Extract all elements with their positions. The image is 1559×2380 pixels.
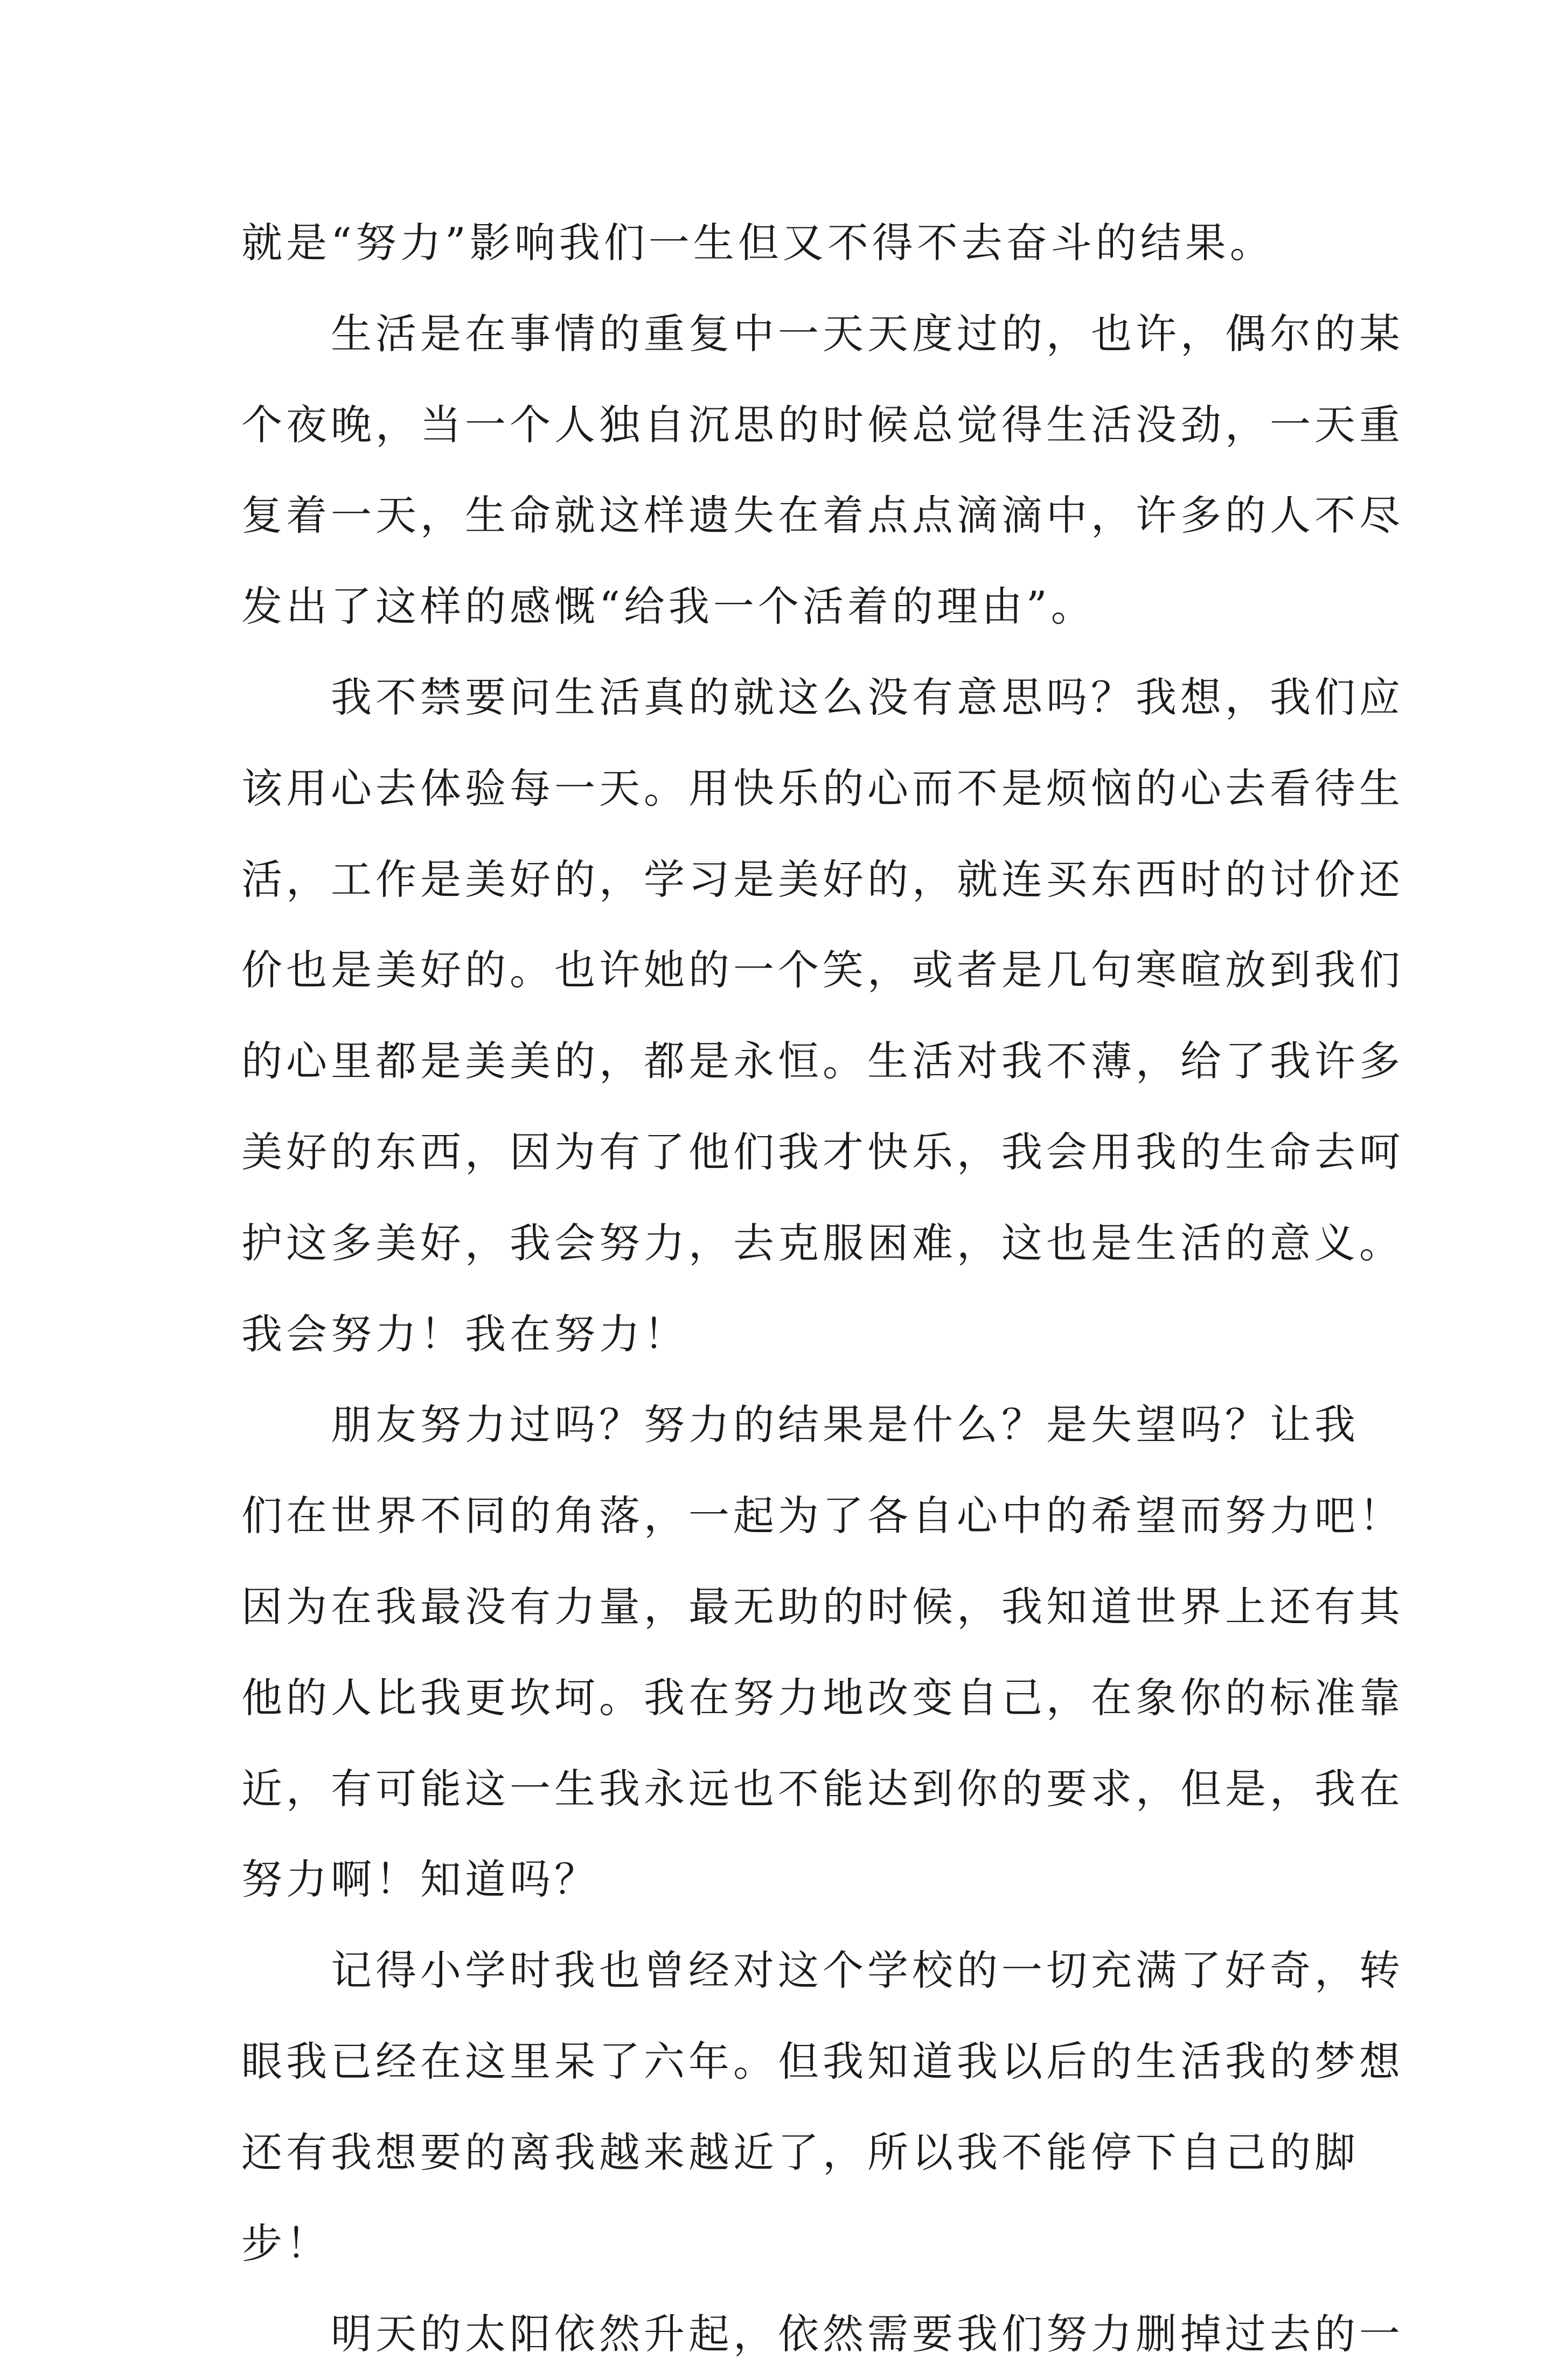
body-text (241, 198, 1404, 2380)
text-line: 步！ (241, 2219, 331, 2267)
text-line: 眼我已经在这里呆了六年。但我知道我以后的生活我的梦想 (241, 2037, 1404, 2085)
text-line: 记得小学时我也曾经对这个学校的一切充满了好奇，转 (331, 1946, 1404, 1995)
text-line: 个夜晚，当一个人独自沉思的时候总觉得生活没劲，一天重 (241, 400, 1404, 449)
text-line: 该用心去体验每一天。用快乐的心而不是烦恼的心去看待生 (241, 764, 1404, 812)
text-line: 因为在我最没有力量，最无助的时候，我知道世界上还有其 (241, 1582, 1404, 1631)
text-line: 复着一天，生命就这样遗失在着点点滴滴中，许多的人不尽 (241, 491, 1404, 540)
text-line: 护这多美好，我会努力，去克服困难，这也是生活的意义。 (241, 1219, 1404, 1267)
text-line: 生活是在事情的重复中一天天度过的，也许，偶尔的某 (331, 309, 1404, 358)
text-line: 美好的东西，因为有了他们我才快乐，我会用我的生命去呵 (241, 1128, 1404, 1176)
text-line: 就是“努力”影响我们一生但又不得不去奋斗的结果。 (241, 219, 1275, 267)
text-line: 我不禁要问生活真的就这么没有意思吗？我想，我们应 (331, 673, 1404, 721)
text-line: 他的人比我更坎坷。我在努力地改变自己，在象你的标准靠 (241, 1673, 1404, 1722)
text-line: 朋友努力过吗？努力的结果是什么？是失望吗？让我 (331, 1401, 1359, 1449)
text-line: 明天的太阳依然升起，依然需要我们努力删掉过去的一 (331, 2310, 1404, 2358)
text-line: 的心里都是美美的，都是永恒。生活对我不薄，给了我许多 (241, 1037, 1404, 1085)
text-line: 活，工作是美好的，学习是美好的，就连买东西时的讨价还 (241, 855, 1404, 903)
text-line: 我会努力！我在努力！ (241, 1310, 688, 1358)
text-line: 努力啊！知道吗？ (241, 1855, 599, 1904)
text-line: 还有我想要的离我越来越近了，所以我不能停下自己的脚 (241, 2128, 1359, 2176)
text-line: 发出了这样的感慨“给我一个活着的理由”。 (241, 582, 1096, 631)
text-line: 们在世界不同的角落，一起为了各自心中的希望而努力吧！ (241, 1492, 1404, 1540)
text-line: 近，有可能这一生我永远也不能达到你的要求，但是，我在 (241, 1764, 1404, 1813)
text-line: 价也是美好的。也许她的一个笑，或者是几句寒暄放到我们 (241, 946, 1404, 994)
